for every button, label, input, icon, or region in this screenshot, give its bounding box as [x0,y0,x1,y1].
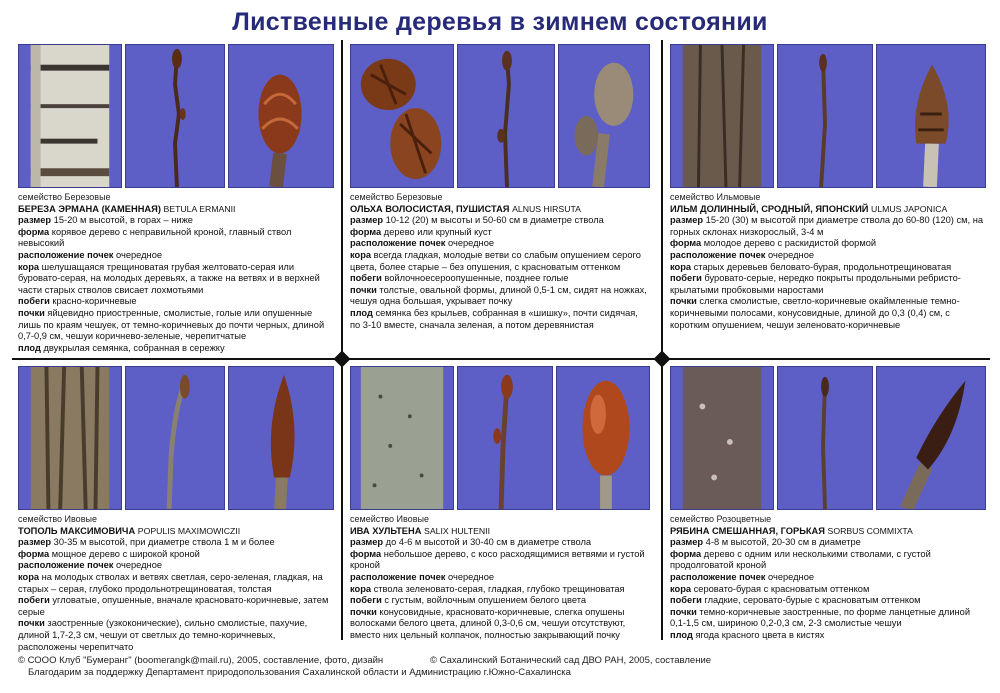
trait-value: небольшое дерево, с косо расходящимися ветвями и густой кроной [350,548,645,571]
trait-key: кора [670,261,692,272]
trait-value: мощное дерево с широкой кроной [49,548,200,559]
bark-photo [18,44,122,188]
trait-value: яйцевидно приостренные, смолистые, голые или опушенные лишь по краям чешуек, от темно-коричневых до почти черных, длиной 0,7-0,9 см, чешуи коричнево-зеленые, черепитчатые [18,307,325,342]
trait-value: очередное [113,249,163,260]
species-name: РЯБИНА СМЕШАННАЯ, ГОРЬКАЯ [670,525,825,536]
trait-value: семянка без крыльев, собранная в «шишку», почти сидячая, по 3-10 вместе, сначала зеленая, а потом деревянистая [350,307,638,330]
family-label: семейство Розоцветные [670,514,772,524]
trait-value: шелушащаяся трещиноватая грубая желтовато-серая или буровато-серая, на молодых деревьях, а также на ветвях и в верхней части старых стволов свисает лохмотьями [18,261,320,295]
species-description [350,192,650,331]
species-name: ОЛЬХА ВОЛОСИСТАЯ, ПУШИСТАЯ [350,203,510,214]
trait-value: с густым, войлочным опушением белого цвета [381,595,587,606]
trait-value: 15-20 (30) м высотой при диаметре ствола до 60-80 (120) см, на горных склонах низкорослый, 3-4 м [670,215,983,237]
twig-photo [457,44,555,188]
trait-value: ствола зеленовато-серая, гладкая, глубоко трещиноватая [371,583,625,594]
family-label: семейство Березовые [18,192,111,202]
trait-value: очередное [113,560,163,571]
trait-value: войлочноесероопушенные, позднее голые [381,273,569,284]
bark-photo [670,366,774,510]
page-title: Лиственные деревья в зимнем состоянии [232,8,768,36]
divider-joint-left [334,351,351,368]
trait-value: красно-коричневые [49,296,137,307]
trait-key: форма [670,238,702,249]
footer-thanks: Благодарим за поддержку Департамент природопользования Сахалинской области и Администрацию г.Южно-Сахалинска [28,667,571,678]
bud-photo [228,366,334,510]
trait-value: молодое дерево с раскидистой формой [701,238,877,249]
trait-value: 15-20 м высотой, в горах – ниже [51,215,193,226]
species-name: ИЛЬМ ДОЛИННЫЙ, СРОДНЫЙ, ЯПОНСКИЙ [670,203,869,214]
footer-copyright-club: © СООО Клуб "Бумеранг" (boomerangk@mail.ru), 2005, составление, фото, дизайн [18,655,384,666]
trait-key: кора [670,583,692,594]
trait-key: почки [18,618,45,629]
trait-value: слегка смолистые, светло-коричневые окаймленные темно-коричневыми полосами, конусовидные, длиной до 0,3 (0,4) см, с коротким опушением, чешуи зеленовато-коричневые [670,296,960,330]
footer-credits [18,655,712,679]
trait-key: почки [670,606,697,617]
trait-value: очередное [445,571,495,582]
species-name: БЕРЕЗА ЭРМАНА (КАМЕННАЯ) [18,203,161,214]
trait-key: кора [350,583,372,594]
bud-photo [556,366,650,510]
trait-key: побеги [670,595,702,606]
divider-vertical-left [341,40,343,640]
latin-name: SALIX HULTENII [424,525,491,536]
trait-key: размер [670,537,704,548]
trait-value: до 4-6 м высотой и 30-40 см в диаметре ствола [383,537,592,548]
trait-value: серовато-бурая с красноватым оттенком [691,583,870,594]
latin-name: ULMUS JAPONICA [871,203,948,214]
trait-key: форма [350,226,382,237]
trait-key: побеги [350,273,382,284]
trait-value: заостренные (узкоконические), сильно смолистые, пахучие, длиной 1,7-2,3 см, чешуи от светлых до темно-коричневых, расположены черепитчато [18,618,308,652]
trait-key: форма [18,548,50,559]
divider-horizontal [12,358,990,360]
trait-value: очередное [765,571,815,582]
trait-key: размер [350,537,384,548]
trait-key: кора [18,571,40,582]
trait-value: темно-коричневые заостренные, по форме ланцетные длиной 0,1-1,5 см, шириною 0,2-0,3 см, 2-3 смолистые чешуи [670,606,971,629]
trait-key: кора [18,261,40,272]
trait-value: гладкие, серовато-бурые с красноватым оттенком [701,595,921,606]
trait-value: очередное [445,238,495,249]
trait-value: дерево с одним или несколькими стволами, с густой продолговатой кроной [670,548,931,571]
trait-value: 4-8 м высотой, 20-30 см в диаметре [703,537,861,548]
trait-key: плод [350,307,373,318]
footer-copyright-garden: © Сахалинский Ботанический сад ДВО РАН, 2005, составление [430,655,712,666]
trait-key: расположение почек [18,560,114,571]
bud-photo [876,44,986,188]
trait-key: почки [350,284,377,295]
trait-value: на молодых стволах и ветвях светлая, серо-зеленая, гладкая, на старых – серая, глубоко продольнотрещиноватая, толстая [18,571,323,594]
trait-value: очередное [765,249,815,260]
trait-value: 10-12 (20) м высоты и 50-60 см в диаметре ствола [383,215,604,226]
bud-photo [558,44,650,188]
trait-key: плод [670,629,693,640]
trait-value: буровато-серые, нередко покрыты продольными ребристо-крылатыми пробковыми наростами [670,273,961,295]
trait-key: расположение почек [670,249,766,260]
twig-photo [125,366,225,510]
latin-name: ALNUS HIRSUTA [512,203,581,214]
trait-value: всегда гладкая, молодые ветви со слабым опушением серого цвета, более старые – без опушения, с красноватым оттенком [350,249,641,272]
trait-key: плод [18,342,41,353]
bud-photo [876,366,986,510]
divider-vertical-right [661,40,663,640]
trait-key: форма [18,226,50,237]
latin-name: SORBUS COMMIXTA [827,525,913,536]
trait-key: форма [670,548,702,559]
bark-photo [18,366,122,510]
species-description [18,192,334,354]
trait-key: расположение почек [670,571,766,582]
trait-value: угловатые, опушенные, вначале красновато-коричневые, затем серые [18,595,329,617]
trait-key: побеги [18,296,50,307]
family-label: семейство Ивовые [350,514,429,524]
twig-photo [457,366,553,510]
trait-key: кора [350,249,372,260]
trait-key: почки [670,296,697,307]
latin-name: BETULA ERMANII [163,203,236,214]
trait-key: размер [18,215,52,226]
family-label: семейство Березовые [350,192,443,202]
trait-key: расположение почек [18,249,114,260]
trait-value: ягода красного цвета в кистях [692,629,825,640]
trait-value: двукрылая семянка, собранная в сережку [40,342,225,353]
twig-photo [777,366,873,510]
trait-key: размер [18,537,52,548]
divider-joint-right [654,351,671,368]
trait-value: старых деревьев беловато-бурая, продольнотрещиноватая [691,261,952,272]
trait-value: корявое дерево с неправильной кроной, главный ствол невысокий [18,226,292,249]
trait-value: толстые, овальной формы, длиной 0,5-1 см, сидят на ножках, чешуя одна большая, укрывает почку [350,284,647,307]
twig-photo [777,44,873,188]
trait-key: расположение почек [350,238,446,249]
trait-key: размер [670,215,704,226]
species-name: ИВА ХУЛЬТЕНА [350,525,422,536]
family-label: семейство Ильмовые [670,192,761,202]
trait-key: побеги [670,273,702,284]
species-description [18,514,334,653]
species-description [350,514,650,642]
trait-key: побеги [18,595,50,606]
family-label: семейство Ивовые [18,514,97,524]
trait-key: расположение почек [350,571,446,582]
trait-key: размер [350,215,384,226]
bark-photo [670,44,774,188]
trait-key: почки [350,606,377,617]
species-description [670,514,986,642]
trait-value: дерево или крупный куст [381,226,492,237]
trait-value: 30-35 м высотой, при диаметре ствола 1 м и более [51,537,275,548]
trait-key: почки [18,307,45,318]
trait-key: форма [350,548,382,559]
trait-value: конусовидные, красновато-коричневые, слегка опушены волосками белого цвета, длиной 0,3-0,6 см, чешуи отсутствуют, вместо них цельный колпачок, полностью закрывающий почку [350,606,626,640]
species-name: ТОПОЛЬ МАКСИМОВИЧА [18,525,136,536]
latin-name: POPULIS MAXIMOWICZII [137,525,241,536]
bud-photo [228,44,334,188]
twig-photo [125,44,225,188]
cone-photo [350,44,454,188]
species-description [670,192,986,331]
trait-key: побеги [350,595,382,606]
bark-photo [350,366,454,510]
